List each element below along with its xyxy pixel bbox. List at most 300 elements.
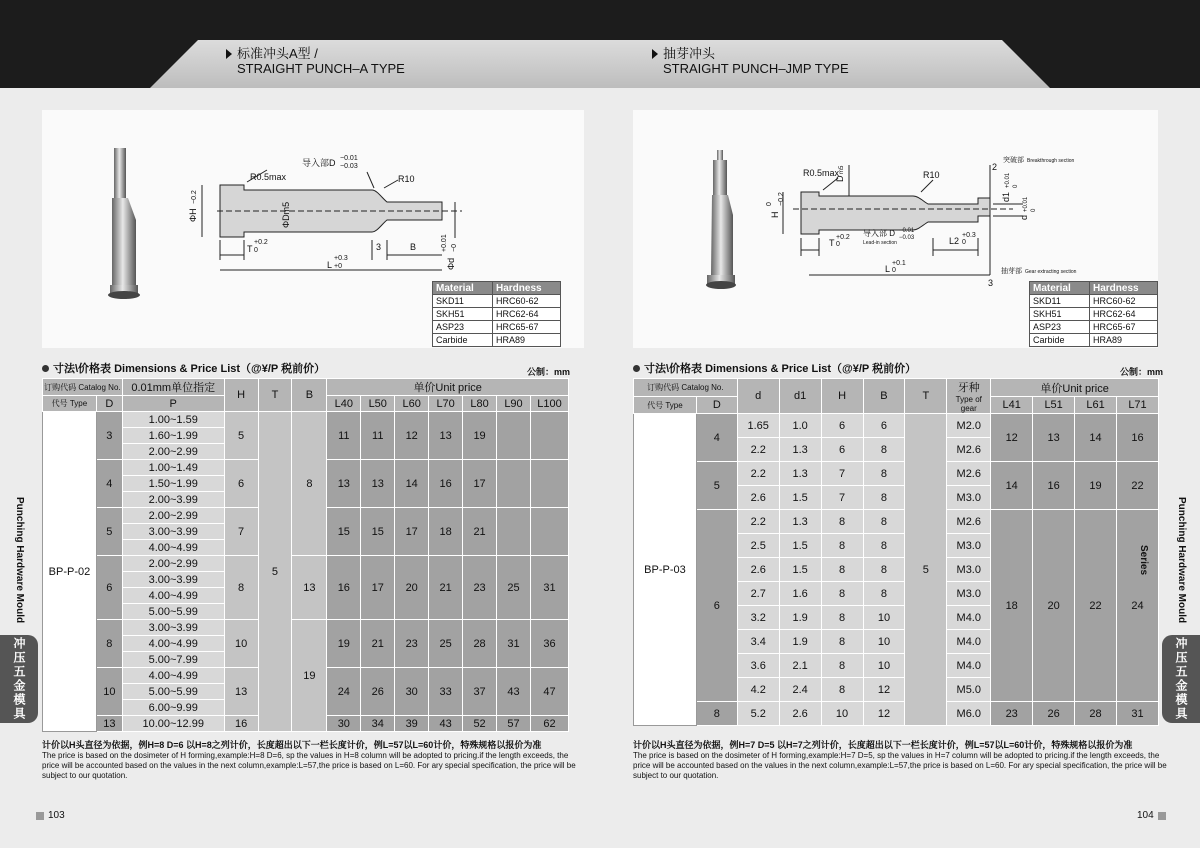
material-row: SKD11 HRC60-62 [433,295,561,308]
page-marker-icon [1158,812,1166,820]
price-cell: 30 [395,668,429,716]
dim-r05: R0.5max [250,172,287,182]
price-cell: 23 [463,556,497,620]
price-cell: 15 [327,508,361,556]
d-cell: 2.6 [737,558,779,582]
price-cell: 13 [429,412,463,460]
material-row: Carbide HRA89 [1030,334,1158,347]
header-H: H [224,379,258,412]
price-cell: 19 [463,412,497,460]
price-cell: 23 [991,702,1033,726]
top-band [0,0,1200,88]
price-cell: 33 [429,668,463,716]
d1-cell: 2.1 [779,654,821,678]
price-cell: 18 [429,508,463,556]
table-row [43,412,569,428]
H-cell: 8 [821,654,863,678]
header-unit-price: 单价Unit price [991,379,1159,397]
P-cell: 2.00~2.99 [122,444,224,460]
header-d1: d1 [779,379,821,414]
left-price-note: 计价以H头直径为依据，例H=8 D=6 以H=8之列计价，长度超出以下一栏长度计价，例L=57以L=60计价，特殊规格以报价为准 The price is based on the dosimeter of H forming,example:H=8 D=6, sp the values in H=8 column will be adopted to pricing.if the length exceeds, the price will be accounted based on the values in the next column,example:L=57,the price is based on L=60. For ary special specification, the price will be subject to our quotation. [42,740,576,780]
dim-d1-tol-top: +0.01 [1005,172,1011,188]
header-B: B [292,379,327,412]
D-cell: 4 [96,460,122,508]
P-cell: 5.00~5.99 [122,684,224,700]
B-cell: 19 [292,620,327,732]
dim-d-tol-bot: 0 [1031,208,1037,212]
price-cell: 28 [463,620,497,668]
P-cell: 4.00~4.99 [122,636,224,652]
header-P: P [122,396,224,412]
right-illustration-panel [633,110,1158,348]
dim-d-tol-top: +0.01 [1023,196,1029,212]
price-cell: 26 [361,668,395,716]
D-cell: 3 [96,412,122,460]
dim-t-tol-bot: 0 [836,241,840,248]
left-illustration-panel [42,110,584,348]
dim-dm5: D [835,175,845,182]
H-cell: 13 [224,668,258,716]
B-cell: 8 [292,412,327,556]
price-cell: 39 [395,716,429,732]
header-unit-spec: 0.01mm单位指定 [122,379,224,396]
price-cell: 14 [395,460,429,508]
d-cell: 2.7 [737,582,779,606]
d1-cell: 1.3 [779,510,821,534]
P-cell: 1.50~1.99 [122,476,224,492]
material-row: ASP23 HRC65-67 [1030,321,1158,334]
dim-d: d [1019,214,1029,220]
price-cell: 26 [1033,702,1075,726]
price-cell: 13 [1033,414,1075,462]
price-cell: 17 [463,460,497,508]
header-gear-type: 牙种 Type of gear [947,379,991,414]
table-row [634,414,1159,438]
H-cell: 16 [224,716,258,732]
dim-h-tol: −0.2 [191,190,198,204]
D-cell: 6 [696,510,737,702]
right-section-title: 寸法\价格表 Dimensions & Price List（@¥/P 税前价） [633,360,916,376]
B-cell: 6 [863,414,905,438]
price-cell: 25 [429,620,463,668]
B-cell: 12 [863,678,905,702]
D-cell: 5 [696,462,737,510]
dim-h-tol-bot: −0.2 [778,192,785,206]
B-cell: 13 [292,556,327,620]
D-cell: 6 [96,556,122,620]
dim-r10: R10 [398,174,415,184]
table-row [43,556,569,572]
P-cell: 1.60~1.99 [122,428,224,444]
left-page-title: 标准冲头A型 / STRAIGHT PUNCH–A TYPE [226,46,405,76]
D-cell: 8 [696,702,737,726]
dim-gear-en: Gear extracting section [1025,269,1077,275]
header-d: d [737,379,779,414]
price-cell: 20 [395,556,429,620]
dim-d-tol-bot: −0 [451,244,458,252]
H-cell: 10 [224,620,258,668]
price-cell: 17 [395,508,429,556]
price-cell [530,508,568,556]
H-cell: 7 [821,462,863,486]
left-page-number: 103 [36,810,65,821]
header-length: L61 [1075,397,1117,414]
type-code-cell: BP-P-03 [634,414,697,726]
price-cell: 31 [530,556,568,620]
header-T: T [905,379,947,414]
gear-type-cell: M4.0 [947,606,991,630]
price-cell: 43 [497,668,531,716]
dim-l-tol-bot: +0 [334,263,342,270]
H-cell: 7 [224,508,258,556]
P-cell: 3.00~3.99 [122,620,224,636]
d1-cell: 1.3 [779,438,821,462]
H-cell: 6 [224,460,258,508]
type-code-cell: BP-P-02 [43,412,97,732]
B-cell: 8 [863,462,905,486]
punch-photo [706,150,736,289]
P-cell: 6.00~9.99 [122,700,224,716]
H-cell: 6 [821,414,863,438]
T-cell: 5 [258,412,292,732]
side-series-label: Punching Hardware Mould Series [1138,496,1187,624]
table-row [634,510,1159,534]
dim-h-tol-top: 0 [766,202,773,206]
price-cell: 22 [1075,510,1117,702]
price-cell: 13 [327,460,361,508]
right-unit-label: 公制：mm [1120,367,1164,377]
dim-l2-tol-top: +0.3 [962,232,976,239]
d1-cell: 1.9 [779,606,821,630]
H-cell: 8 [821,630,863,654]
dim-break: 突破部 [1003,157,1024,164]
dim-t: T [829,238,835,248]
d-cell: 5.2 [737,702,779,726]
header-catalog: 订购代码 Catalog No. [43,379,123,396]
header-length: L80 [463,396,497,412]
price-cell: 47 [530,668,568,716]
D-cell: 8 [96,620,122,668]
dim-t-tol-bot: 0 [254,247,258,254]
d-cell: 3.4 [737,630,779,654]
material-row: Carbide HRA89 [433,334,561,347]
price-cell: 22 [1117,462,1159,510]
dim-h: ΦH [188,208,198,222]
price-cell: 13 [361,460,395,508]
dim-l2-tol-bot: 0 [962,239,966,246]
dim-lead-tol-bot: −0.03 [340,163,358,170]
d-cell: 2.2 [737,462,779,486]
H-cell: 8 [821,606,863,630]
price-cell: 16 [1033,462,1075,510]
d-cell: 4.2 [737,678,779,702]
H-cell: 7 [821,486,863,510]
material-row: SKH51 HRC62-64 [433,308,561,321]
price-cell: 21 [429,556,463,620]
P-cell: 2.00~2.99 [122,508,224,524]
punch-jmp-outline [783,165,1023,275]
dim-l-tol-top: +0.1 [892,260,906,267]
H-cell: 8 [821,510,863,534]
bullet-icon [42,365,49,372]
right-material-table: Material Hardness SKD11 HRC60-62 SKH51 HRC62-64 ASP23 HRC65-67 Carbide HRA89 [1029,281,1158,347]
dim-three: 3 [376,242,382,252]
right-price-note: 计价以H头直径为依据，例H=7 D=5 以H=7之列计价，长度超出以下一栏长度计价，例L=57以L=60计价，特殊规格以报价为准 The price is based on the dosimeter of H forming,example:H=7 D=5, sp the values in H=7 column will be adopted to pricing.if the length exceeds, the price will be accounted based on the values in the next column,example:L=57,the price is based on L=60. For ary special specification, the price will be subject to our quotation. [633,740,1167,780]
dim-t-tol-top: +0.2 [836,234,850,241]
d-cell: 2.2 [737,438,779,462]
d1-cell: 1.5 [779,486,821,510]
dim-l2: L2 [949,236,960,246]
dim-dm5-sup: m5 [839,165,845,174]
header-H: H [821,379,863,414]
gear-type-cell: M5.0 [947,678,991,702]
gear-type-cell: M4.0 [947,630,991,654]
dim-l: L [885,264,891,274]
d-cell: 3.2 [737,606,779,630]
material-row: SKD11 HRC60-62 [1030,295,1158,308]
left-unit-label: 公制：mm [527,367,571,377]
header-length: L40 [327,396,361,412]
price-cell: 21 [361,620,395,668]
P-cell: 4.00~4.99 [122,588,224,604]
H-cell: 8 [224,556,258,620]
B-cell: 8 [863,486,905,510]
gear-type-cell: M2.0 [947,414,991,438]
bullet-icon [633,365,640,372]
D-cell: 10 [96,668,122,716]
price-cell: 19 [1075,462,1117,510]
side-series-label: Punching Hardware Mould [14,496,25,624]
price-cell: 24 [1117,510,1159,702]
price-cell [497,460,531,508]
gear-type-cell: M3.0 [947,582,991,606]
left-material-table: Material Hardness SKD11 HRC60-62 SKH51 HRC62-64 ASP23 HRC65-67 Carbide HRA89 [432,281,561,347]
P-cell: 5.00~5.99 [122,604,224,620]
gear-type-cell: M2.6 [947,462,991,486]
price-cell: 11 [327,412,361,460]
price-cell: 12 [395,412,429,460]
left-price-table [42,378,569,732]
header-T: T [258,379,292,412]
price-cell: 14 [1075,414,1117,462]
dim-lead: 导入部 D [863,229,895,238]
price-cell: 43 [429,716,463,732]
B-cell: 10 [863,630,905,654]
B-cell: 10 [863,654,905,678]
left-section-title: 寸法\价格表 Dimensions & Price List（@¥/P 税前价） [42,360,325,376]
gear-type-cell: M6.0 [947,702,991,726]
price-cell: 11 [361,412,395,460]
T-cell: 5 [905,414,947,726]
P-cell: 3.00~3.99 [122,524,224,540]
D-cell: 5 [96,508,122,556]
d1-cell: 1.9 [779,630,821,654]
dim-lead-tol-top: −0.01 [899,228,915,234]
material-row: ASP23 HRC65-67 [433,321,561,334]
d-cell: 2.5 [737,534,779,558]
table-row [634,702,1159,726]
d1-cell: 1.6 [779,582,821,606]
side-category-box: 冲压五金模具 [1162,635,1200,723]
gear-type-cell: M2.6 [947,510,991,534]
dim-d: Φd [446,257,456,270]
price-cell: 17 [361,556,395,620]
punch-a-outline [202,170,462,270]
price-cell: 31 [1117,702,1159,726]
punch-photo [108,148,140,299]
D-cell: 4 [696,414,737,462]
dim-break-en: Breakthrough section [1027,158,1075,164]
dim-two: 2 [992,162,998,172]
dim-r10: R10 [923,170,940,180]
dim-three: 3 [988,278,994,288]
d1-cell: 1.0 [779,414,821,438]
dim-l-tol-bot: 0 [892,267,896,274]
P-cell: 1.00~1.59 [122,412,224,428]
header-length: L100 [530,396,568,412]
P-cell: 4.00~4.99 [122,668,224,684]
P-cell: 2.00~3.99 [122,492,224,508]
price-cell: 31 [497,620,531,668]
H-cell: 10 [821,702,863,726]
d1-cell: 1.5 [779,534,821,558]
price-cell: 15 [361,508,395,556]
price-cell: 28 [1075,702,1117,726]
header-length: L50 [361,396,395,412]
B-cell: 8 [863,534,905,558]
d1-cell: 1.3 [779,462,821,486]
dim-lead-tol-top: −0.01 [340,155,358,162]
D-cell: 13 [96,716,122,732]
gear-type-cell: M3.0 [947,558,991,582]
gear-type-cell: M3.0 [947,534,991,558]
header-type: 代号 Type [634,397,697,414]
material-row: SKH51 HRC62-64 [1030,308,1158,321]
H-cell: 8 [821,678,863,702]
header-length: L71 [1117,397,1159,414]
price-cell [530,412,568,460]
B-cell: 8 [863,510,905,534]
price-cell: 21 [463,508,497,556]
dim-dm5: ΦDm5 [281,201,291,228]
page-marker-icon [36,812,44,820]
d-cell: 2.2 [737,510,779,534]
dim-gear: 抽芽部 [1001,268,1022,275]
price-cell: 19 [327,620,361,668]
price-cell: 14 [991,462,1033,510]
price-cell: 18 [991,510,1033,702]
B-cell: 8 [863,438,905,462]
B-cell: 8 [863,582,905,606]
dim-l: L [327,260,333,270]
header-D: D [696,397,737,414]
dim-lead: 导入部D [302,158,336,168]
header-catalog: 订购代码 Catalog No. [634,379,738,397]
header-length: L41 [991,397,1033,414]
price-cell [530,460,568,508]
price-cell: 20 [1033,510,1075,702]
dim-t-tol-top: +0.2 [254,239,268,246]
H-cell: 5 [224,412,258,460]
price-cell [497,412,531,460]
dim-d-tol-top: +0.01 [441,234,448,252]
d1-cell: 1.5 [779,558,821,582]
side-category-box: 冲压五金模具 [0,635,38,723]
d-cell: 1.65 [737,414,779,438]
price-cell: 57 [497,716,531,732]
table-row [43,620,569,636]
price-cell: 16 [327,556,361,620]
header-length: L70 [429,396,463,412]
header-length: L60 [395,396,429,412]
B-cell: 12 [863,702,905,726]
dim-r05: R0.5max [803,168,840,178]
dim-lead-en: Lead-in section [863,240,897,246]
price-cell: 52 [463,716,497,732]
P-cell: 5.00~7.99 [122,652,224,668]
H-cell: 8 [821,558,863,582]
P-cell: 10.00~12.99 [122,716,224,732]
gear-type-cell: M2.6 [947,438,991,462]
price-cell: 24 [327,668,361,716]
dim-l-tol-top: +0.3 [334,255,348,262]
dim-lead-tol-bot: −0.03 [899,235,915,241]
P-cell: 3.00~3.99 [122,572,224,588]
header-B: B [863,379,905,414]
d1-cell: 2.6 [779,702,821,726]
price-cell: 12 [991,414,1033,462]
price-cell: 16 [1117,414,1159,462]
price-cell: 16 [429,460,463,508]
H-cell: 8 [821,582,863,606]
gear-type-cell: M3.0 [947,486,991,510]
header-D: D [96,396,122,412]
price-cell: 34 [361,716,395,732]
price-cell: 23 [395,620,429,668]
gear-type-cell: M4.0 [947,654,991,678]
price-cell: 36 [530,620,568,668]
price-cell: 30 [327,716,361,732]
d1-cell: 2.4 [779,678,821,702]
header-type: 代号 Type [43,396,97,412]
dim-d1: d1 [1001,191,1011,202]
P-cell: 2.00~2.99 [122,556,224,572]
P-cell: 4.00~4.99 [122,540,224,556]
price-cell: 25 [497,556,531,620]
price-cell: 37 [463,668,497,716]
dim-d1-tol-bot: 0 [1013,184,1019,188]
H-cell: 6 [821,438,863,462]
d-cell: 2.6 [737,486,779,510]
right-page-number: 104 [1137,810,1166,821]
B-cell: 10 [863,606,905,630]
price-cell: 62 [530,716,568,732]
d-cell: 3.6 [737,654,779,678]
right-page-title: 抽芽冲头 STRAIGHT PUNCH–JMP TYPE [652,46,849,76]
dim-b: B [410,242,417,252]
header-length: L51 [1033,397,1075,414]
header-unit-price: 单价Unit price [327,379,569,396]
table-row [634,462,1159,486]
dim-t: T [247,244,253,254]
price-cell [497,508,531,556]
H-cell: 8 [821,534,863,558]
B-cell: 8 [863,558,905,582]
right-price-table [633,378,1159,726]
header-length: L90 [497,396,531,412]
P-cell: 1.00~1.49 [122,460,224,476]
dim-h: H [770,211,780,218]
